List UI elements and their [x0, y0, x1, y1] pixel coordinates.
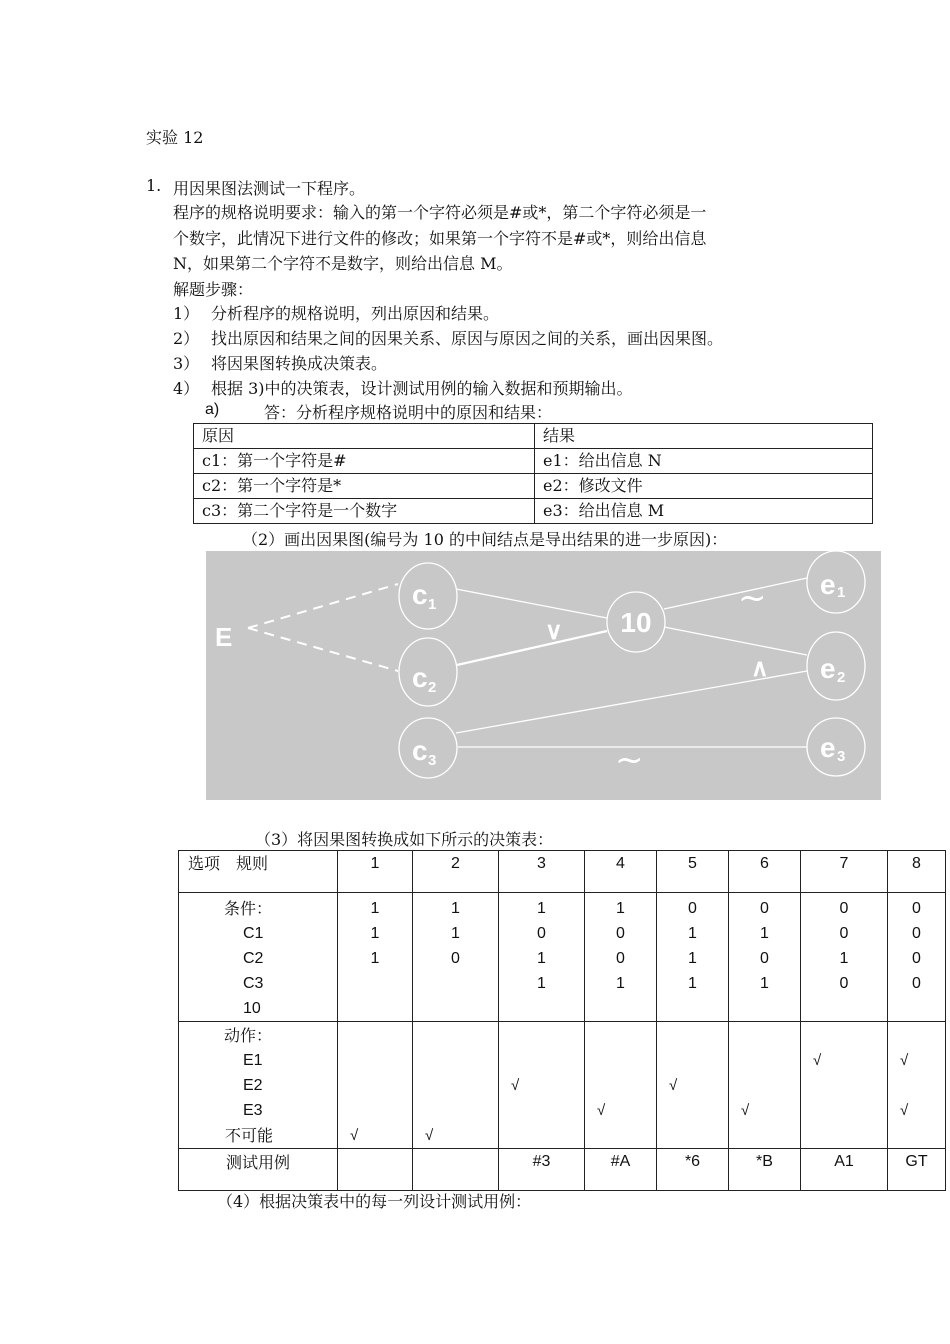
action-mark — [511, 1123, 584, 1148]
condition-value: 0 — [616, 925, 625, 942]
action-mark: √ — [350, 1127, 359, 1144]
cause-cell: c2：第一个字符是* — [194, 474, 535, 499]
action-mark — [900, 1073, 945, 1098]
not-symbol: ~ — [738, 578, 767, 618]
cause-label: c — [412, 579, 428, 610]
cause-subscript: 2 — [428, 679, 437, 696]
action-mark — [511, 1048, 584, 1073]
middle-label: 10 — [620, 607, 652, 638]
action-mark: √ — [813, 1052, 822, 1069]
action-mark — [669, 1048, 728, 1073]
effect-header: 结果 — [535, 424, 873, 449]
action-column — [801, 1022, 888, 1149]
action-mark: √ — [511, 1077, 520, 1094]
condition-name: C1 — [243, 925, 264, 942]
testcase-cell — [413, 1149, 499, 1191]
condition-column — [338, 893, 413, 1022]
action-mark: √ — [425, 1127, 434, 1144]
action-mark — [425, 1048, 498, 1073]
final-caption: （4）根据决策表中的每一列设计测试用例： — [217, 1192, 532, 1211]
condition-value: 0 — [616, 950, 625, 967]
action-column — [413, 1022, 499, 1149]
page-title: 实验 12 — [146, 128, 204, 147]
action-name: E3 — [243, 1102, 263, 1119]
effect-subscript: 1 — [837, 584, 846, 601]
spec-line: 程序的规格说明要求：输入的第一个字符必须是#或*，第二个字符必须是一 — [173, 203, 707, 222]
rule-header: 6 — [729, 851, 801, 893]
action-column — [338, 1022, 413, 1149]
rule-header: 7 — [801, 851, 888, 893]
condition-value: 0 — [760, 950, 769, 967]
testcase-cell: A1 — [801, 1149, 888, 1191]
condition-value: 1 — [688, 925, 697, 942]
action-mark: √ — [597, 1102, 606, 1119]
condition-value: 1 — [839, 950, 849, 967]
cause-cell: c1：第一个字符是# — [194, 449, 535, 474]
condition-value: 0 — [839, 925, 849, 942]
action-mark — [741, 1073, 800, 1098]
action-column — [888, 1022, 946, 1149]
conditions-label-cell — [179, 893, 338, 1022]
answer-label: a) — [205, 401, 220, 418]
action-mark — [425, 1073, 498, 1098]
action-mark — [813, 1098, 887, 1123]
condition-value — [338, 971, 412, 996]
action-column — [729, 1022, 801, 1149]
cause-label: c — [412, 662, 428, 693]
or-symbol: ∨ — [545, 618, 563, 645]
action-column — [499, 1022, 585, 1149]
action-mark — [597, 1048, 656, 1073]
effect-subscript: 3 — [837, 748, 846, 765]
condition-name: 10 — [243, 1000, 261, 1017]
action-mark: √ — [900, 1102, 909, 1119]
condition-value: 1 — [451, 900, 460, 917]
rule-header: 2 — [413, 851, 499, 893]
testcase-cell: #3 — [499, 1149, 585, 1191]
condition-value: 0 — [537, 925, 546, 942]
condition-column — [729, 893, 801, 1022]
action-mark: √ — [900, 1052, 909, 1069]
cause-effect-table — [193, 423, 873, 524]
condition-value: 1 — [760, 925, 769, 942]
step-number: 3） — [173, 354, 200, 373]
condition-value: 1 — [616, 900, 625, 917]
decision-caption: （3）将因果图转换成如下所示的决策表： — [255, 830, 554, 849]
testcase-cell: GT — [888, 1149, 946, 1191]
cause-cell: c3：第二个字符是一个数字 — [194, 499, 535, 524]
action-mark — [813, 1073, 887, 1098]
action-name: E1 — [243, 1052, 263, 1069]
condition-value: 1 — [370, 925, 380, 942]
effect-label: e — [820, 732, 836, 763]
actions-label: 动作： — [224, 1026, 273, 1045]
condition-value — [413, 971, 498, 996]
condition-column — [801, 893, 888, 1022]
not-symbol: ~ — [615, 740, 644, 780]
condition-value: 1 — [688, 950, 697, 967]
cause-subscript: 1 — [428, 596, 437, 613]
spec-line: 个数字，此情况下进行文件的修改；如果第一个字符不是#或*，则给出信息 — [173, 229, 707, 248]
cause-subscript: 3 — [428, 752, 437, 769]
corner-cell: 选项 规则 — [179, 851, 338, 893]
conditions-label: 条件： — [224, 899, 273, 918]
rule-header: 5 — [657, 851, 729, 893]
action-mark: √ — [669, 1077, 678, 1094]
steps-label: 解题步骤： — [173, 280, 254, 299]
condition-value: 1 — [370, 900, 380, 917]
action-mark — [741, 1048, 800, 1073]
action-name: 不可能 — [225, 1126, 274, 1145]
step-text: 找出原因和结果之间的因果关系、原因与原因之间的关系，画出因果图。 — [211, 329, 724, 348]
spec-line: N，如果第二个字符不是数字，则给出信息 M。 — [173, 254, 513, 273]
action-mark — [813, 1123, 887, 1148]
testcase-cell: *6 — [657, 1149, 729, 1191]
action-mark — [900, 1123, 945, 1148]
question-number: 1. — [146, 176, 162, 195]
action-mark — [669, 1123, 728, 1148]
testcase-label: 测试用例 — [179, 1149, 338, 1191]
action-mark — [350, 1073, 412, 1098]
action-mark — [425, 1098, 498, 1123]
step-text: 根据 3)中的决策表，设计测试用例的输入数据和预期输出。 — [211, 379, 633, 398]
condition-value: 1 — [688, 975, 697, 992]
rule-header: 8 — [888, 851, 946, 893]
step-number: 1） — [173, 304, 200, 323]
rule-header: 4 — [585, 851, 657, 893]
rule-header: 3 — [499, 851, 585, 893]
step-text: 将因果图转换成决策表。 — [211, 354, 388, 373]
condition-value: 0 — [912, 925, 921, 942]
testcase-cell — [338, 1149, 413, 1191]
step-text: 分析程序的规格说明，列出原因和结果。 — [211, 304, 500, 323]
condition-value: 0 — [912, 975, 921, 992]
action-mark — [511, 1098, 584, 1123]
condition-value: 1 — [451, 925, 460, 942]
effect-subscript: 2 — [837, 669, 846, 686]
decision-table — [178, 850, 946, 1191]
condition-column — [413, 893, 499, 1022]
condition-value: 0 — [839, 900, 849, 917]
action-mark — [350, 1048, 412, 1073]
condition-name: C3 — [243, 975, 264, 992]
cause-header: 原因 — [194, 424, 535, 449]
action-mark: √ — [741, 1102, 750, 1119]
condition-name: C2 — [243, 950, 264, 967]
condition-value: 0 — [839, 975, 849, 992]
graph-caption: （2）画出因果图(编号为 10 的中间结点是导出结果的进一步原因)： — [242, 530, 728, 549]
question-heading: 用因果图法测试一下程序。 — [173, 179, 366, 198]
constraint-label: E — [215, 622, 233, 652]
condition-value: 0 — [688, 900, 697, 917]
condition-column — [499, 893, 585, 1022]
action-mark — [741, 1123, 800, 1148]
condition-value: 0 — [451, 950, 460, 967]
rule-header: 1 — [338, 851, 413, 893]
cause-label: c — [412, 735, 428, 766]
testcase-cell: #A — [585, 1149, 657, 1191]
testcase-cell: *B — [729, 1149, 801, 1191]
condition-value: 1 — [537, 975, 546, 992]
condition-value: 1 — [370, 950, 380, 967]
action-mark — [597, 1123, 656, 1148]
condition-column — [888, 893, 946, 1022]
effect-cell: e2：修改文件 — [535, 474, 873, 499]
condition-value: 1 — [760, 975, 769, 992]
action-column — [657, 1022, 729, 1149]
step-number: 2） — [173, 329, 200, 348]
action-column — [585, 1022, 657, 1149]
action-mark — [669, 1098, 728, 1123]
condition-value: 1 — [537, 950, 546, 967]
effect-label: e — [820, 653, 836, 684]
condition-value: 0 — [912, 900, 921, 917]
condition-value: 1 — [616, 975, 625, 992]
step-number: 4） — [173, 379, 200, 398]
cause-effect-graph — [206, 551, 881, 800]
condition-value: 0 — [912, 950, 921, 967]
answer-text: 答：分析程序规格说明中的原因和结果： — [264, 403, 553, 422]
action-mark — [350, 1098, 412, 1123]
action-name: E2 — [243, 1077, 263, 1094]
condition-value: 1 — [537, 900, 546, 917]
effect-cell: e1：给出信息 N — [535, 449, 873, 474]
condition-column — [585, 893, 657, 1022]
condition-value: 0 — [760, 900, 769, 917]
actions-label-cell — [179, 1022, 338, 1149]
effect-cell: e3：给出信息 M — [535, 499, 873, 524]
effect-label: e — [820, 569, 836, 600]
condition-column — [657, 893, 729, 1022]
and-symbol: ∧ — [751, 655, 769, 682]
action-mark — [597, 1073, 656, 1098]
